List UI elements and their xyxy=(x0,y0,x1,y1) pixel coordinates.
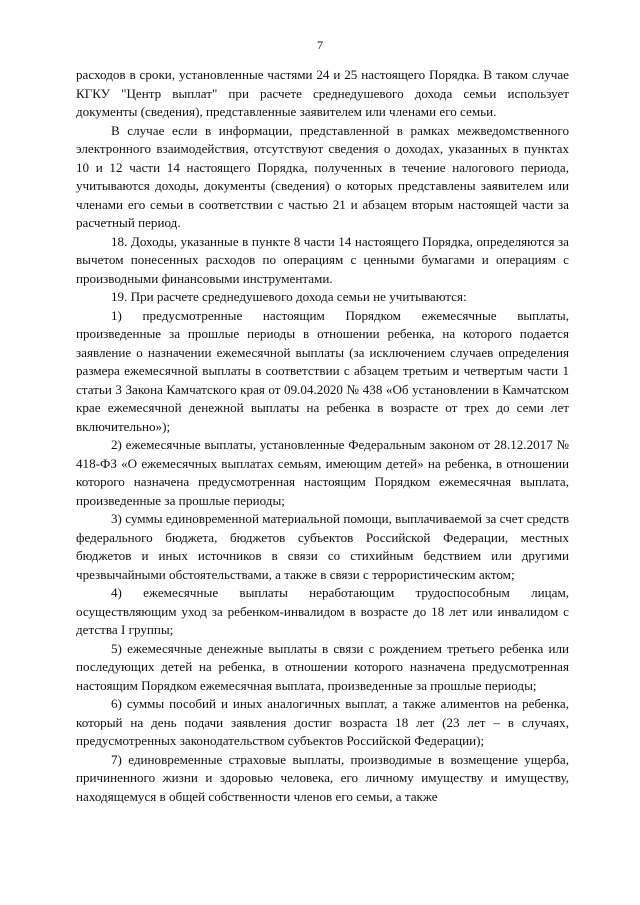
paragraph-18: 18. Доходы, указанные в пункте 8 части 14 настоящего Порядка, определяются за вычетом понесенных расходов по операциям с ценными бумагами и операциям с производными финансовыми инструментами. xyxy=(76,233,569,286)
list-item-4: 4) ежемесячные выплаты неработающим трудоспособным лицам, осуществляющим уход за ребенком-инвалидом в возрасте до 18 лет или инвалидом с детства I группы; xyxy=(76,585,569,637)
list-item-3: 3) суммы единовременной материальной помощи, выплачиваемой за счет средств федерального бюджета, бюджетов субъектов Российской Федерации, местных бюджетов и иных источников в связи со стихийным бедствием или другими чрезвычайными обстоятельствами, а также в связи с террористическим актом; xyxy=(76,511,569,582)
list-item-1: 1) предусмотренные настоящим Порядком ежемесячные выплаты, произведенные за прошлые периоды в отношении ребенка, на которого подается заявление о назначении ежемесячной выплаты (за исключением случаев определения размера ежемесячной выплаты в соответствии с абзацем третьим и четвертым части 1 статьи 3 Закона Камчатского края от 09.04.2020 № 438 «Об установлении в Камчатском крае ежемесячной денежной выплаты на ребенка в возрасте от трех до семи лет включительно»); xyxy=(76,307,569,434)
list-item-2: 2) ежемесячные выплаты, установленные Федеральным законом от 28.12.2017 № 418-ФЗ «О ежемесячных выплатах семьям, имеющим детей» на ребенка, в отношении которого назначена предусмотренная настоящим Порядком ежемесячная выплата, произведенные за прошлые периоды; xyxy=(76,437,569,508)
paragraph-19-intro: 19. При расчете среднедушевого дохода семьи не учитываются: xyxy=(111,289,467,304)
paragraph-continuation: расходов в сроки, установленные частями 24 и 25 настоящего Порядка. В таком случае КГКУ "Центр выплат" при расчете среднедушевого дохода семьи использует документы (сведения), представленные заявителем или членами его семьи. xyxy=(76,67,569,119)
list-item-5: 5) ежемесячные денежные выплаты в связи с рождением третьего ребенка или последующих детей на ребенка, в отношении которого назначена предусмотренная настоящим Порядком ежемесячная выплата, произведенные за прошлые периоды; xyxy=(76,640,569,693)
paragraph-missing-income-info: В случае если в информации, представленной в рамках межведомственного электронного взаимодействия, отсутствуют сведения о доходах, указанных в пунктах 10 и 12 части 14 настоящего Порядка, полученных в течение налогового периода, учитываются доходы, документы (сведения) о которых представлены заявителем или членами его семьи в соответствии с частью 21 и абзацем вторым настоящей части за расчетный период. xyxy=(76,122,569,230)
document-body xyxy=(76,66,569,806)
page-number: 7 xyxy=(317,38,323,52)
list-item-7: 7) единовременные страховые выплаты, производимые в возмещение ущерба, причиненного жизни и здоровью человека, его личному имуществу и имуществу, находящемуся в общей собственности членов его семьи, а также xyxy=(76,751,569,804)
list-item-6: 6) суммы пособий и иных аналогичных выплат, а также алиментов на ребенка, который на день подачи заявления достиг возраста 18 лет (23 лет – в случаях, предусмотренных законодательством субъектов Российской Федерации); xyxy=(76,696,569,748)
